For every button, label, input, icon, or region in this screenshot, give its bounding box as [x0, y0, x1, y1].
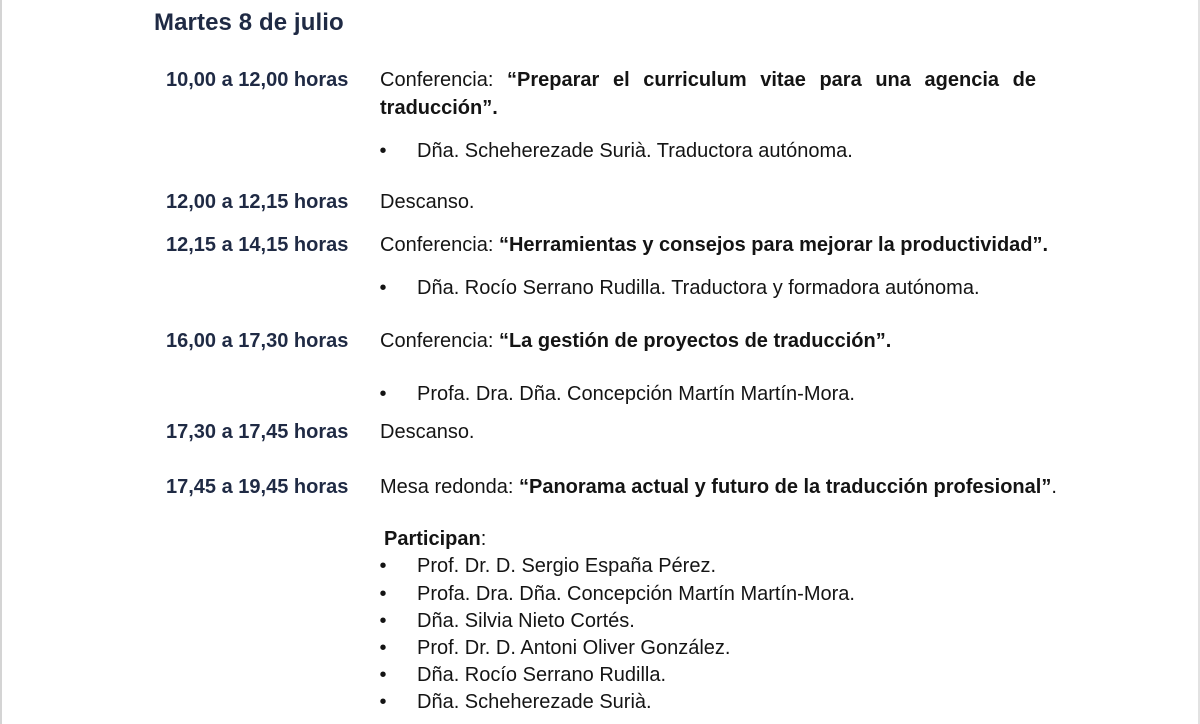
session-description	[380, 327, 891, 355]
participants-label	[384, 525, 486, 553]
bullet-icon: •	[379, 555, 387, 577]
participant-item: Dña. Scheherezade Surià.	[417, 691, 652, 713]
session-type: Conferencia:	[380, 69, 508, 91]
session-type: Descanso.	[380, 421, 475, 443]
session-title: “Panorama actual y futuro de la traducción profesional”	[518, 476, 1052, 498]
session-time: 12,00 a 12,15 horas	[166, 191, 349, 213]
session-type: Mesa redonda:	[380, 476, 519, 498]
bullet-icon: •	[379, 637, 387, 659]
speaker-item: Dña. Rocío Serrano Rudilla. Traductora y formadora autónoma.	[417, 277, 980, 299]
bullet-icon: •	[379, 583, 387, 605]
session-description	[380, 473, 1057, 501]
session-title-suffix: .	[1051, 476, 1057, 498]
participant-item: Dña. Rocío Serrano Rudilla.	[417, 664, 667, 686]
session-title: “Herramientas y consejos para mejorar la productividad”.	[498, 234, 1049, 256]
bullet-icon: •	[379, 277, 387, 299]
bullet-icon: •	[379, 691, 387, 713]
session-time: 16,00 a 17,30 horas	[166, 330, 349, 352]
session-title-line	[380, 66, 1036, 94]
day-heading: Martes 8 de julio	[154, 9, 344, 36]
page-left-edge	[0, 0, 2, 724]
session-time: 17,45 a 19,45 horas	[166, 476, 349, 498]
session-description	[380, 231, 1048, 259]
session-time: 10,00 a 12,00 horas	[166, 69, 349, 91]
speaker-item: Dña. Scheherezade Surià. Traductora autónoma.	[417, 140, 853, 162]
speaker-item: Profa. Dra. Dña. Concepción Martín Martín-Mora.	[417, 383, 855, 405]
participant-item: Profa. Dra. Dña. Concepción Martín Martín-Mora.	[417, 583, 855, 605]
bullet-icon: •	[379, 383, 387, 405]
participant-item: Prof. Dr. D. Sergio España Pérez.	[417, 555, 717, 577]
participant-item: Prof. Dr. D. Antoni Oliver González.	[417, 637, 731, 659]
session-type: Conferencia:	[380, 330, 499, 352]
participants-label-text: Participan	[384, 528, 481, 550]
participant-item: Dña. Silvia Nieto Cortés.	[417, 610, 635, 632]
session-title-continuation: traducción”.	[380, 97, 498, 119]
session-title: “Preparar el curriculum vitae para una agencia de	[507, 69, 1036, 91]
session-type: Descanso.	[380, 191, 475, 213]
session-time: 12,15 a 14,15 horas	[166, 234, 349, 256]
session-type: Conferencia:	[380, 234, 499, 256]
bullet-icon: •	[379, 140, 387, 162]
session-time: 17,30 a 17,45 horas	[166, 421, 349, 443]
participants-colon: :	[480, 528, 487, 550]
bullet-icon: •	[379, 664, 387, 686]
bullet-icon: •	[379, 610, 387, 632]
session-title: “La gestión de proyectos de traducción”.	[498, 330, 892, 352]
